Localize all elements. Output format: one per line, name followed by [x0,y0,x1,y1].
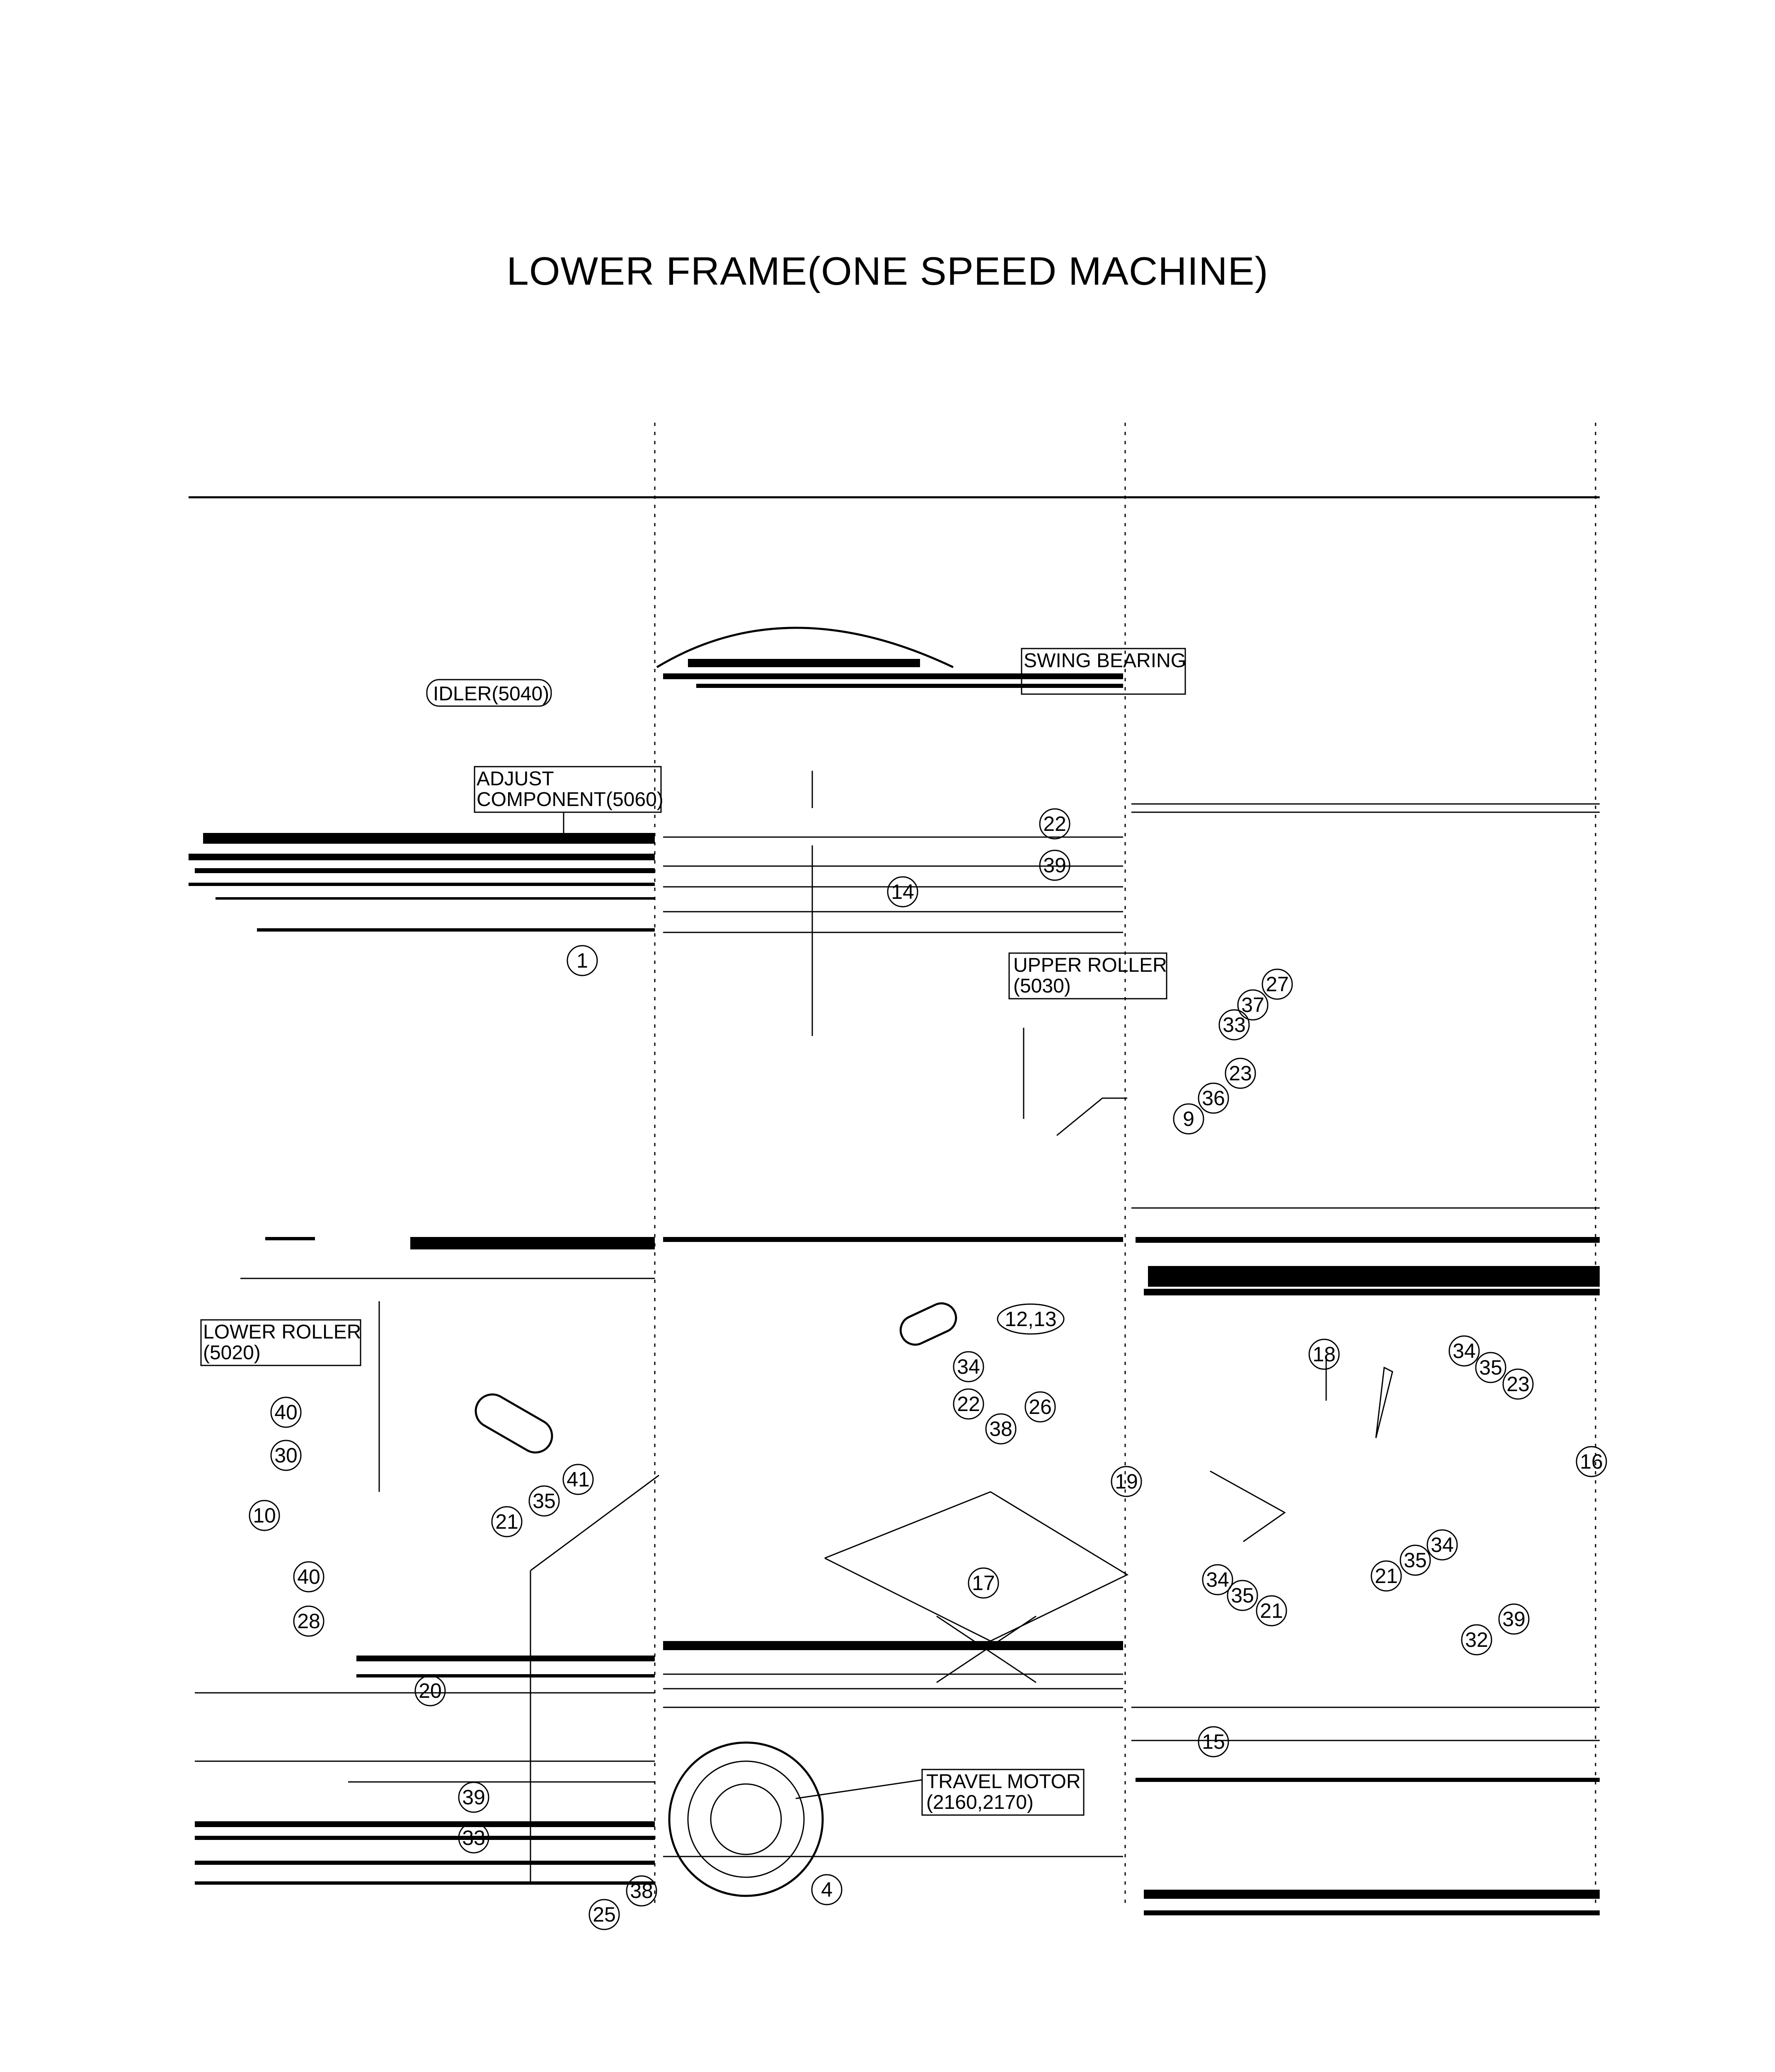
balloon-38 [986,1414,1016,1444]
balloon-28 [294,1606,324,1636]
svg-text:32: 32 [1465,1628,1488,1651]
svg-text:33: 33 [1223,1013,1246,1036]
svg-text:10: 10 [253,1504,276,1527]
svg-text:34: 34 [1453,1339,1476,1363]
balloon-27 [1262,969,1292,999]
svg-text:1: 1 [576,949,588,972]
balloon-23 [1225,1058,1255,1088]
balloon-15 [1199,1727,1228,1757]
lower-roller-callout-line2: (5020) [203,1342,261,1364]
balloon-25 [589,1900,619,1929]
balloon-40 [294,1562,324,1592]
balloon-32 [1462,1625,1492,1655]
frame-structure [189,423,1600,1915]
balloon-39 [1499,1604,1529,1634]
svg-text:23: 23 [1506,1372,1530,1396]
svg-text:34: 34 [1206,1568,1229,1591]
svg-text:39: 39 [462,1786,485,1809]
svg-text:21: 21 [495,1510,518,1533]
balloon-36 [1199,1083,1228,1113]
balloon-14 [888,877,918,907]
svg-text:9: 9 [1183,1107,1194,1130]
svg-text:39: 39 [1502,1607,1526,1631]
svg-text:15: 15 [1202,1730,1225,1753]
balloon-19 [1111,1467,1141,1496]
svg-text:36: 36 [1202,1087,1225,1110]
balloon-38 [627,1876,656,1906]
balloon-39 [1040,850,1070,880]
svg-text:19: 19 [1115,1470,1138,1493]
adjust-component-callout-line1: ADJUST [477,768,554,790]
balloon-34 [954,1352,983,1382]
travel-motor-callout-line2: (2160,2170) [926,1791,1034,1813]
balloon-34 [1427,1530,1457,1560]
balloon-40 [271,1397,301,1427]
balloon-10 [249,1501,279,1530]
balloon-18 [1309,1339,1339,1369]
svg-text:40: 40 [297,1565,320,1588]
balloon-22 [954,1389,983,1419]
balloon-35 [529,1486,559,1516]
svg-text:27: 27 [1266,973,1289,996]
balloon-22 [1040,809,1070,839]
balloon-34 [1449,1336,1479,1366]
callout-labels [201,649,1186,1815]
svg-text:39: 39 [1043,854,1066,877]
svg-text:25: 25 [593,1903,616,1926]
svg-text:20: 20 [419,1679,442,1702]
balloon-26 [1025,1392,1055,1422]
balloon-9 [1174,1104,1204,1134]
svg-text:38: 38 [630,1879,653,1903]
balloon-21 [492,1507,522,1537]
balloon-21 [1257,1596,1286,1626]
svg-text:4: 4 [821,1878,833,1901]
svg-text:23: 23 [1229,1062,1252,1085]
svg-text:30: 30 [274,1444,298,1467]
svg-text:33: 33 [462,1826,485,1849]
balloon-17 [969,1568,998,1598]
svg-text:12,13: 12,13 [1005,1307,1057,1331]
balloon-16 [1576,1447,1606,1477]
svg-text:22: 22 [957,1392,980,1416]
svg-text:40: 40 [274,1401,298,1424]
svg-text:34: 34 [1431,1533,1454,1556]
adjust-component-callout-line2: COMPONENT(5060) [477,789,664,811]
svg-text:34: 34 [957,1355,980,1378]
sprocket [669,1743,823,1896]
svg-text:38: 38 [989,1417,1012,1440]
balloon-21 [1371,1561,1401,1591]
balloon-12-13 [998,1304,1064,1334]
balloon-20 [415,1676,445,1706]
balloon-23 [1503,1369,1533,1399]
svg-text:26: 26 [1029,1395,1052,1418]
svg-text:14: 14 [891,880,914,903]
balloon-33 [459,1823,489,1853]
idler-callout: IDLER(5040) [433,683,550,705]
balloon-30 [271,1440,301,1470]
balloon-1 [567,946,597,975]
swing-bearing-callout: SWING BEARING [1024,650,1187,672]
svg-text:35: 35 [1479,1356,1502,1379]
svg-text:35: 35 [1231,1584,1254,1607]
svg-text:16: 16 [1580,1450,1603,1473]
svg-text:21: 21 [1260,1599,1283,1622]
svg-text:35: 35 [533,1489,556,1513]
diagram-title: LOWER FRAME(ONE SPEED MACHINE) [506,249,1269,293]
travel-motor-callout-line1: TRAVEL MOTOR [926,1771,1081,1793]
svg-text:18: 18 [1312,1343,1336,1366]
balloon-41 [563,1464,593,1494]
lower-roller-callout-line1: LOWER ROLLER [203,1321,361,1343]
svg-text:21: 21 [1375,1564,1398,1588]
balloon-35 [1476,1353,1506,1382]
svg-text:17: 17 [972,1571,995,1595]
balloon-39 [459,1782,489,1812]
balloon-4 [812,1875,842,1905]
balloon-35 [1400,1545,1430,1575]
balloon-35 [1228,1581,1257,1610]
svg-text:37: 37 [1241,993,1264,1017]
upper-roller-callout-line2: (5030) [1013,975,1071,997]
svg-text:22: 22 [1043,812,1066,835]
svg-text:41: 41 [567,1468,590,1491]
balloon-33 [1219,1010,1249,1040]
svg-text:28: 28 [297,1610,320,1633]
svg-text:35: 35 [1404,1549,1427,1572]
upper-roller-callout-line1: UPPER ROLLER [1013,954,1167,976]
